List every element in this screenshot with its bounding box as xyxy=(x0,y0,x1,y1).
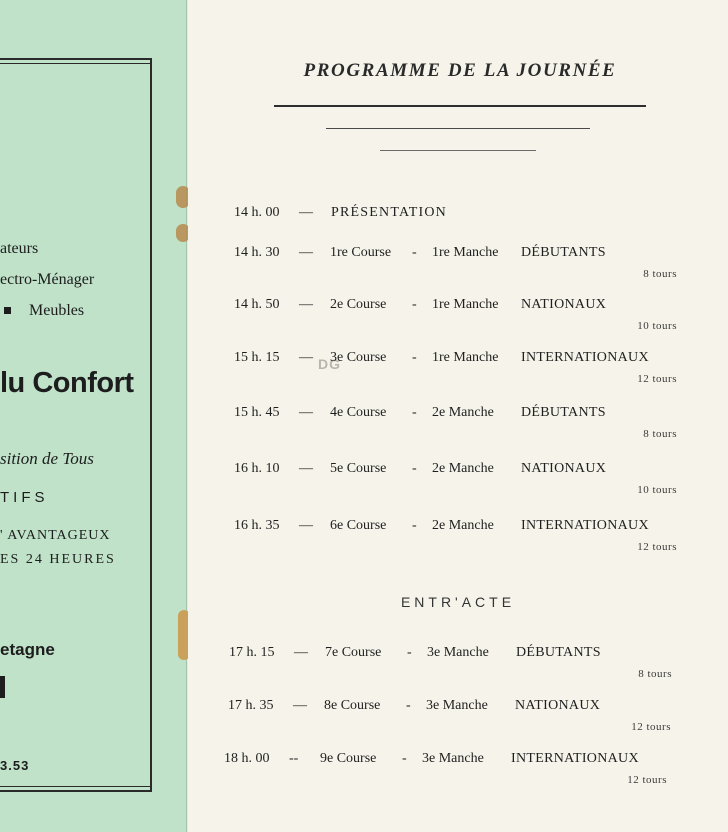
row-course: 6e Course xyxy=(330,518,387,533)
row-category: INTERNATIONAUX xyxy=(521,350,649,365)
row-laps: 8 tours xyxy=(638,668,672,680)
schedule-row xyxy=(188,350,728,370)
row-laps: 10 tours xyxy=(637,320,677,332)
row-label: PRÉSENTATION xyxy=(331,205,447,220)
row-time: 17 h. 15 xyxy=(229,645,275,660)
row-dash: — xyxy=(299,461,313,476)
left-page-frame xyxy=(0,58,152,792)
row-laps: 12 tours xyxy=(637,541,677,553)
row-manche: 1re Manche xyxy=(432,245,499,260)
row-manche: 2e Manche xyxy=(432,461,494,476)
row-separator: - xyxy=(412,518,417,533)
row-course: 4e Course xyxy=(330,405,387,420)
row-time: 15 h. 45 xyxy=(234,405,280,420)
row-category: DÉBUTANTS xyxy=(521,405,606,420)
row-laps: 12 tours xyxy=(637,373,677,385)
row-course: 3e Course xyxy=(330,350,387,365)
row-course: 7e Course xyxy=(325,645,382,660)
row-laps: 8 tours xyxy=(643,428,677,440)
row-dash: -- xyxy=(289,751,299,766)
left-confort-heading: lu Confort xyxy=(0,367,134,399)
row-dash: — xyxy=(299,205,313,220)
left-page xyxy=(0,0,187,832)
row-category: INTERNATIONAUX xyxy=(511,751,639,766)
row-dash: — xyxy=(299,297,313,312)
row-manche: 2e Manche xyxy=(432,405,494,420)
title-rule xyxy=(326,128,590,129)
row-separator: - xyxy=(412,245,417,260)
row-time: 14 h. 50 xyxy=(234,297,280,312)
row-time: 16 h. 10 xyxy=(234,461,280,476)
schedule-row xyxy=(188,461,728,481)
row-dash: — xyxy=(293,698,307,713)
schedule-row xyxy=(188,518,728,538)
row-laps: 12 tours xyxy=(631,721,671,733)
row-manche: 3e Manche xyxy=(426,698,488,713)
row-dash: — xyxy=(299,405,313,420)
row-separator: - xyxy=(412,297,417,312)
square-bullet-icon xyxy=(4,307,11,314)
row-time: 17 h. 35 xyxy=(228,698,274,713)
schedule-row xyxy=(182,698,722,718)
row-manche: 1re Manche xyxy=(432,350,499,365)
row-laps: 12 tours xyxy=(627,774,667,786)
row-category: NATIONAUX xyxy=(521,461,607,476)
row-time: 14 h. 30 xyxy=(234,245,280,260)
row-manche: 2e Manche xyxy=(432,518,494,533)
row-separator: - xyxy=(412,350,417,365)
row-dash: — xyxy=(299,350,313,365)
row-separator: - xyxy=(406,698,411,713)
row-course: 1re Course xyxy=(330,245,392,260)
row-category: NATIONAUX xyxy=(515,698,601,713)
title-rule xyxy=(274,105,646,107)
row-manche: 1re Manche xyxy=(432,297,499,312)
row-time: 16 h. 35 xyxy=(234,518,280,533)
row-manche: 3e Manche xyxy=(422,751,484,766)
row-category: INTERNATIONAUX xyxy=(521,518,649,533)
left-text-line: ES 24 HEURES xyxy=(0,552,116,567)
row-dash: — xyxy=(294,645,308,660)
title-rule xyxy=(380,150,536,151)
row-separator: - xyxy=(412,461,417,476)
left-script-line: sition de Tous xyxy=(0,449,94,468)
program-title: PROGRAMME DE LA JOURNÉE xyxy=(303,60,617,81)
row-dash: — xyxy=(299,245,313,260)
row-category: NATIONAUX xyxy=(521,297,607,312)
left-bar-mark xyxy=(0,676,5,698)
row-category: DÉBUTANTS xyxy=(516,645,601,660)
row-time: 15 h. 15 xyxy=(234,350,280,365)
schedule-row xyxy=(188,405,728,425)
schedule-row xyxy=(188,205,728,225)
row-dash: — xyxy=(299,518,313,533)
row-time: 18 h. 00 xyxy=(224,751,270,766)
row-separator: - xyxy=(412,405,417,420)
row-laps: 8 tours xyxy=(643,268,677,280)
schedule-row xyxy=(183,645,723,665)
left-text-line: ectro-Ménager xyxy=(0,271,95,288)
row-course: 5e Course xyxy=(330,461,387,476)
schedule-row xyxy=(188,245,728,265)
watermark: DG xyxy=(318,356,341,372)
left-phone-number: 3.53 xyxy=(0,758,30,773)
left-text-line: ateurs xyxy=(0,240,39,257)
row-separator: - xyxy=(402,751,407,766)
row-separator: - xyxy=(407,645,412,660)
schedule-row xyxy=(178,751,718,771)
left-text-line xyxy=(0,302,84,320)
left-text-meubles: Meubles xyxy=(29,302,85,319)
program-page xyxy=(188,0,728,832)
row-manche: 3e Manche xyxy=(427,645,489,660)
left-text-line: TIFS xyxy=(0,489,49,506)
row-time: 14 h. 00 xyxy=(234,205,280,220)
row-course: 8e Course xyxy=(324,698,381,713)
row-course: 9e Course xyxy=(320,751,377,766)
entracte-label: ENTR'ACTE xyxy=(400,594,516,610)
row-laps: 10 tours xyxy=(637,484,677,496)
schedule-row xyxy=(188,297,728,317)
row-course: 2e Course xyxy=(330,297,387,312)
left-bold-line: etagne xyxy=(0,640,55,659)
row-category: DÉBUTANTS xyxy=(521,245,606,260)
left-text-line: ' AVANTAGEUX xyxy=(0,528,111,543)
